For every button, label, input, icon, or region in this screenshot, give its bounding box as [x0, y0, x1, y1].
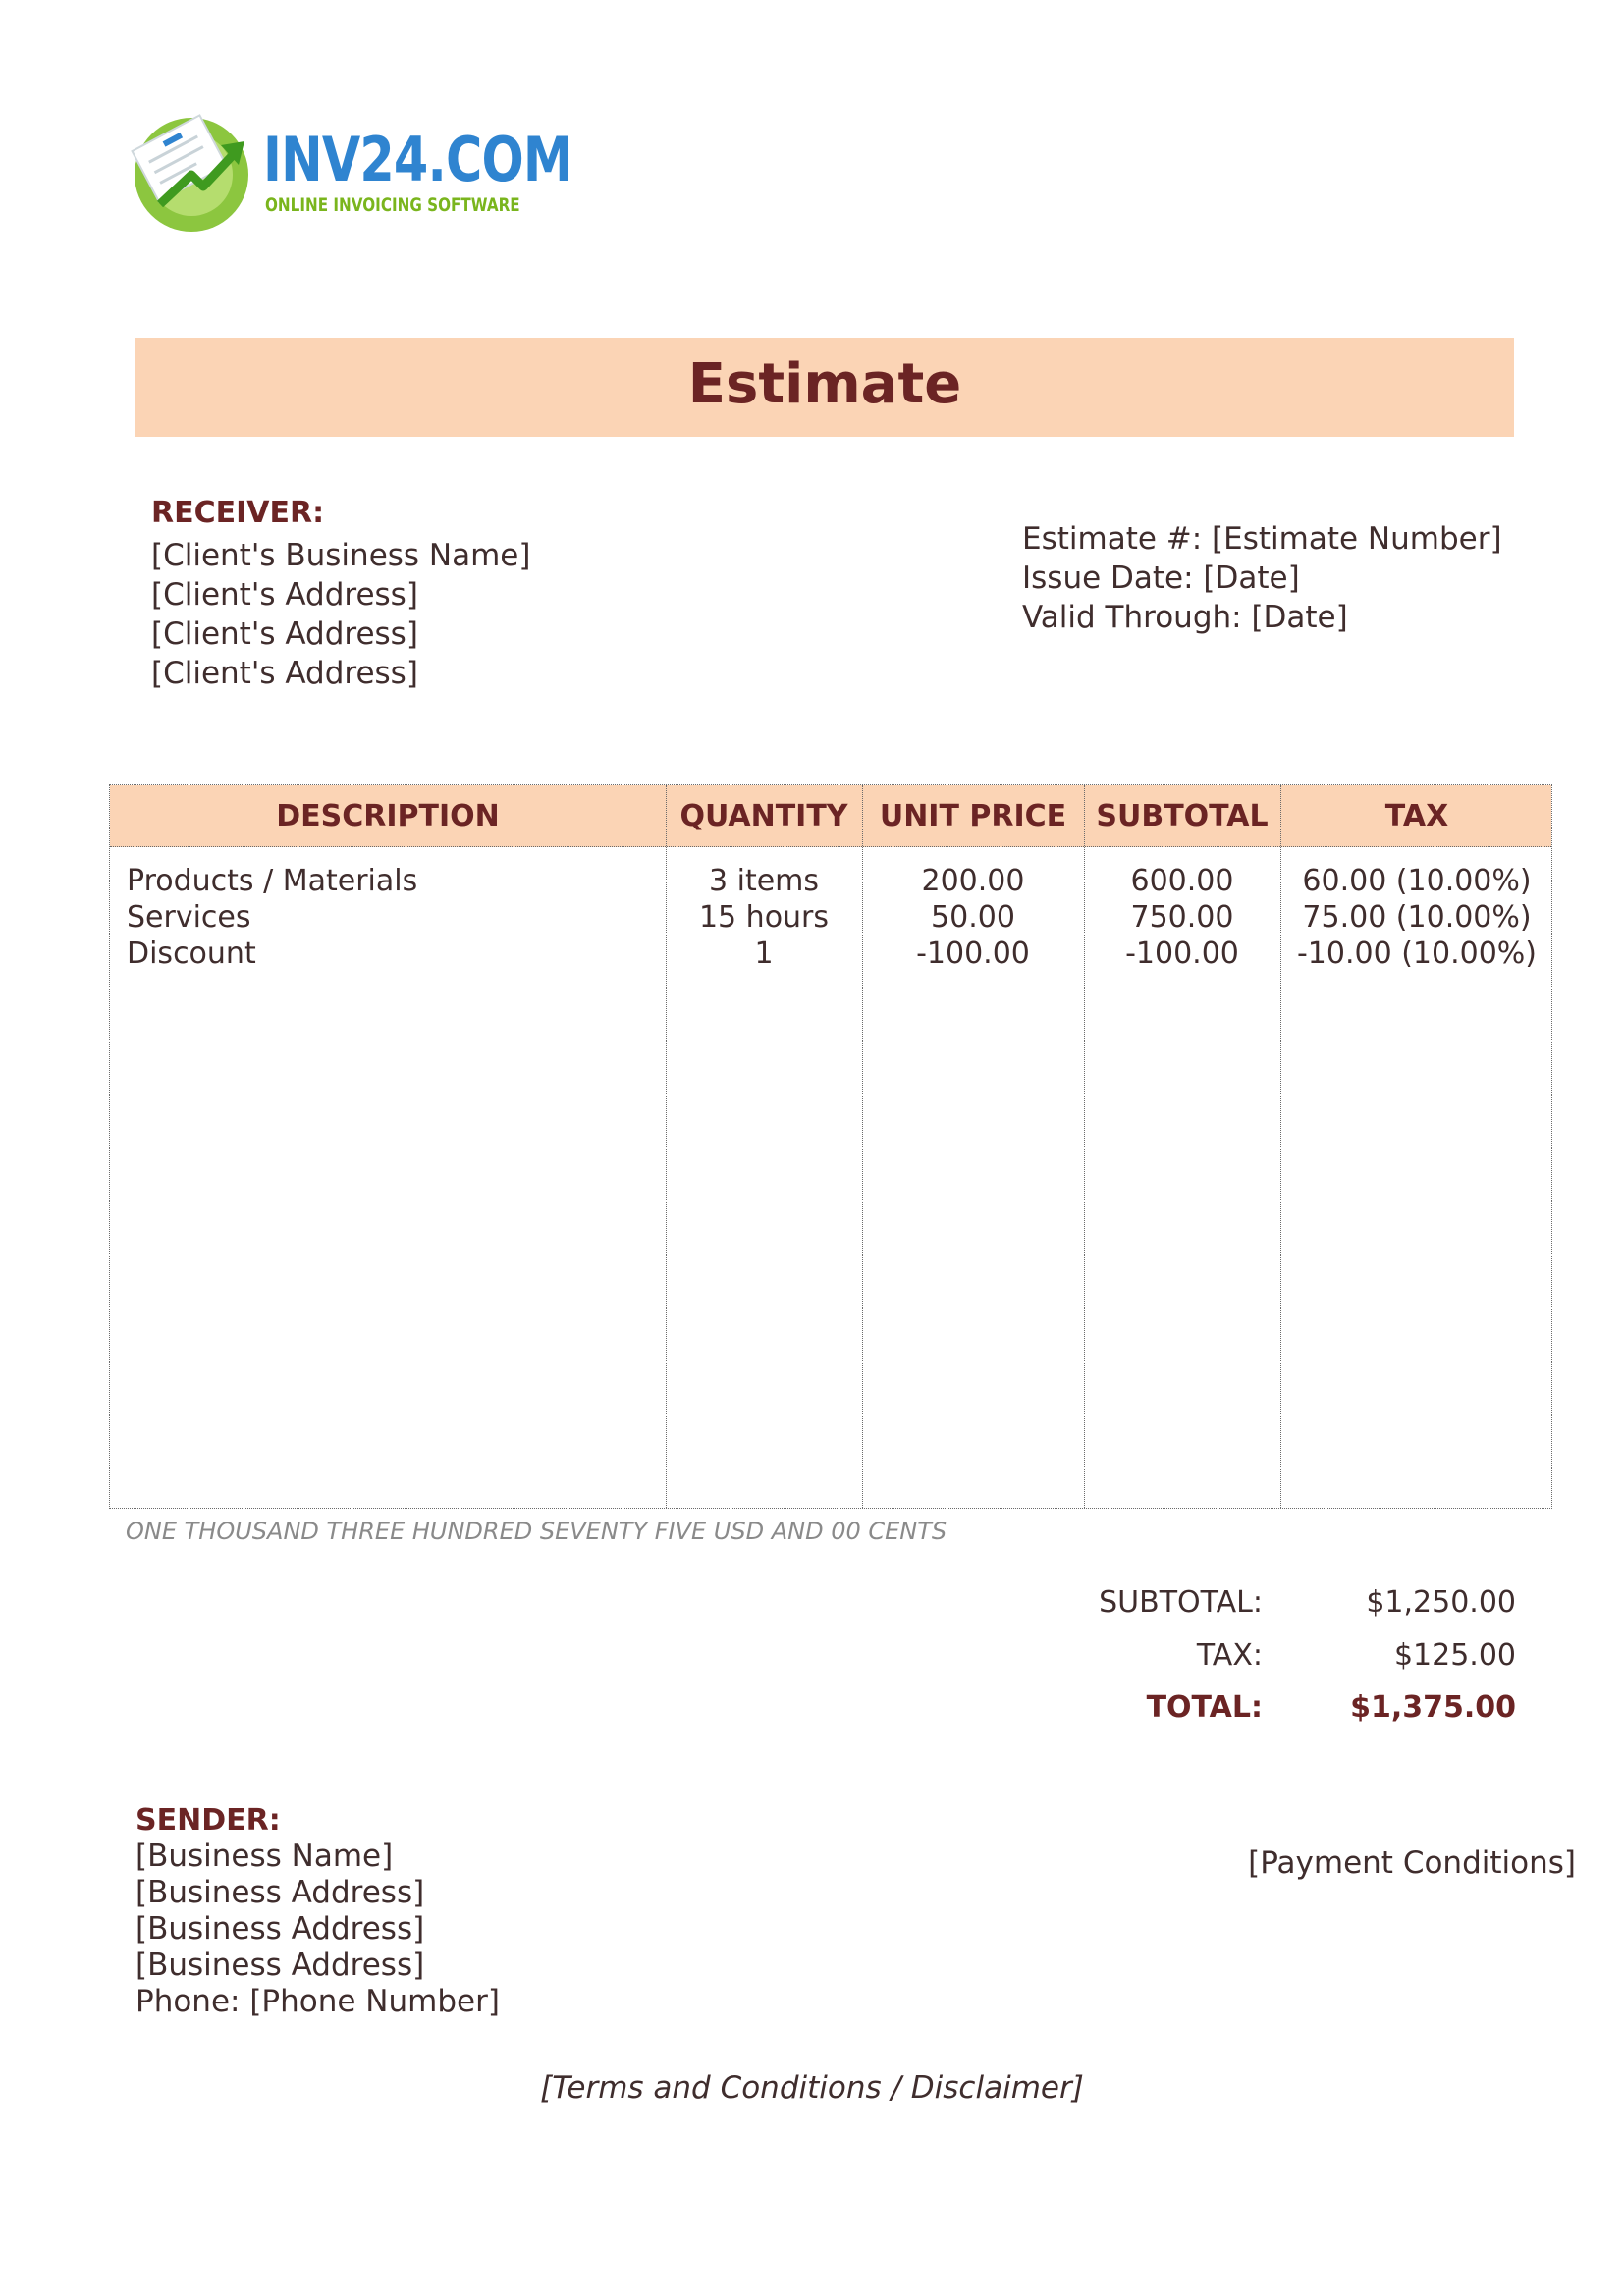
unit-price-column	[862, 863, 1084, 972]
header-unit-price: UNIT PRICE	[879, 799, 1067, 833]
header-tax: TAX	[1384, 799, 1449, 833]
logo-brand-text: INV24.COM	[263, 124, 572, 195]
cell-tax: 75.00 (10.00%)	[1302, 900, 1532, 934]
estimate-meta	[1022, 519, 1502, 637]
cell-description: Discount	[127, 936, 256, 971]
total-label: TOTAL:	[1146, 1690, 1263, 1725]
subtotal-label: SUBTOTAL:	[1099, 1585, 1263, 1620]
receiver-line: [Client's Address]	[151, 656, 418, 691]
sender-block	[135, 1839, 500, 2020]
payment-conditions: [Payment Conditions]	[1248, 1845, 1576, 1881]
document-title: Estimate	[687, 352, 962, 416]
valid-through: Valid Through: [Date]	[1022, 600, 1348, 635]
cell-subtotal: -100.00	[1125, 936, 1239, 971]
logo-tagline: ONLINE INVOICING SOFTWARE	[265, 194, 520, 216]
cell-description: Products / Materials	[127, 864, 418, 898]
sender-line: [Business Name]	[135, 1839, 394, 1874]
quantity-column	[666, 863, 862, 972]
items-table	[109, 784, 1552, 1509]
receiver-label: RECEIVER:	[151, 496, 325, 530]
sender-line: [Business Address]	[135, 1948, 425, 1983]
issue-date: Issue Date: [Date]	[1022, 561, 1300, 596]
sender-phone: Phone: [Phone Number]	[135, 1984, 500, 2019]
description-column	[127, 863, 417, 972]
cell-quantity: 3 items	[708, 864, 820, 898]
cell-unit-price: 200.00	[921, 864, 1025, 898]
cell-quantity: 1	[754, 936, 774, 971]
cell-quantity: 15 hours	[698, 900, 830, 934]
cell-tax: 60.00 (10.00%)	[1302, 864, 1532, 898]
tax-column	[1280, 863, 1553, 972]
tax-value: $125.00	[1393, 1638, 1516, 1673]
header-subtotal: SUBTOTAL	[1096, 799, 1269, 833]
receiver-line: [Client's Business Name]	[151, 538, 531, 573]
receiver-line: [Client's Address]	[151, 577, 418, 613]
cell-unit-price: -100.00	[916, 936, 1030, 971]
cell-subtotal: 750.00	[1130, 900, 1234, 934]
sender-line: [Business Address]	[135, 1875, 425, 1910]
cell-subtotal: 600.00	[1130, 864, 1234, 898]
logo-mark-icon	[131, 106, 253, 234]
cell-tax: -10.00 (10.00%)	[1296, 936, 1538, 971]
sender-label: SENDER:	[135, 1803, 281, 1838]
header-description: DESCRIPTION	[276, 799, 500, 833]
receiver-block	[151, 536, 530, 693]
company-logo	[131, 106, 572, 234]
terms-disclaimer: [Terms and Conditions / Disclaimer]	[540, 2070, 1084, 2106]
total-value: $1,375.00	[1350, 1690, 1516, 1725]
cell-unit-price: 50.00	[931, 900, 1015, 934]
tax-label: TAX:	[1196, 1638, 1263, 1673]
amount-in-words: ONE THOUSAND THREE HUNDRED SEVENTY FIVE USD AND 00 CENTS	[126, 1518, 947, 1545]
receiver-line: [Client's Address]	[151, 616, 418, 652]
subtotal-value: $1,250.00	[1366, 1585, 1516, 1620]
header-quantity: QUANTITY	[679, 799, 848, 833]
sender-line: [Business Address]	[135, 1911, 425, 1947]
estimate-number: Estimate #: [Estimate Number]	[1022, 521, 1502, 557]
cell-description: Services	[127, 900, 251, 934]
subtotal-column	[1084, 863, 1280, 972]
